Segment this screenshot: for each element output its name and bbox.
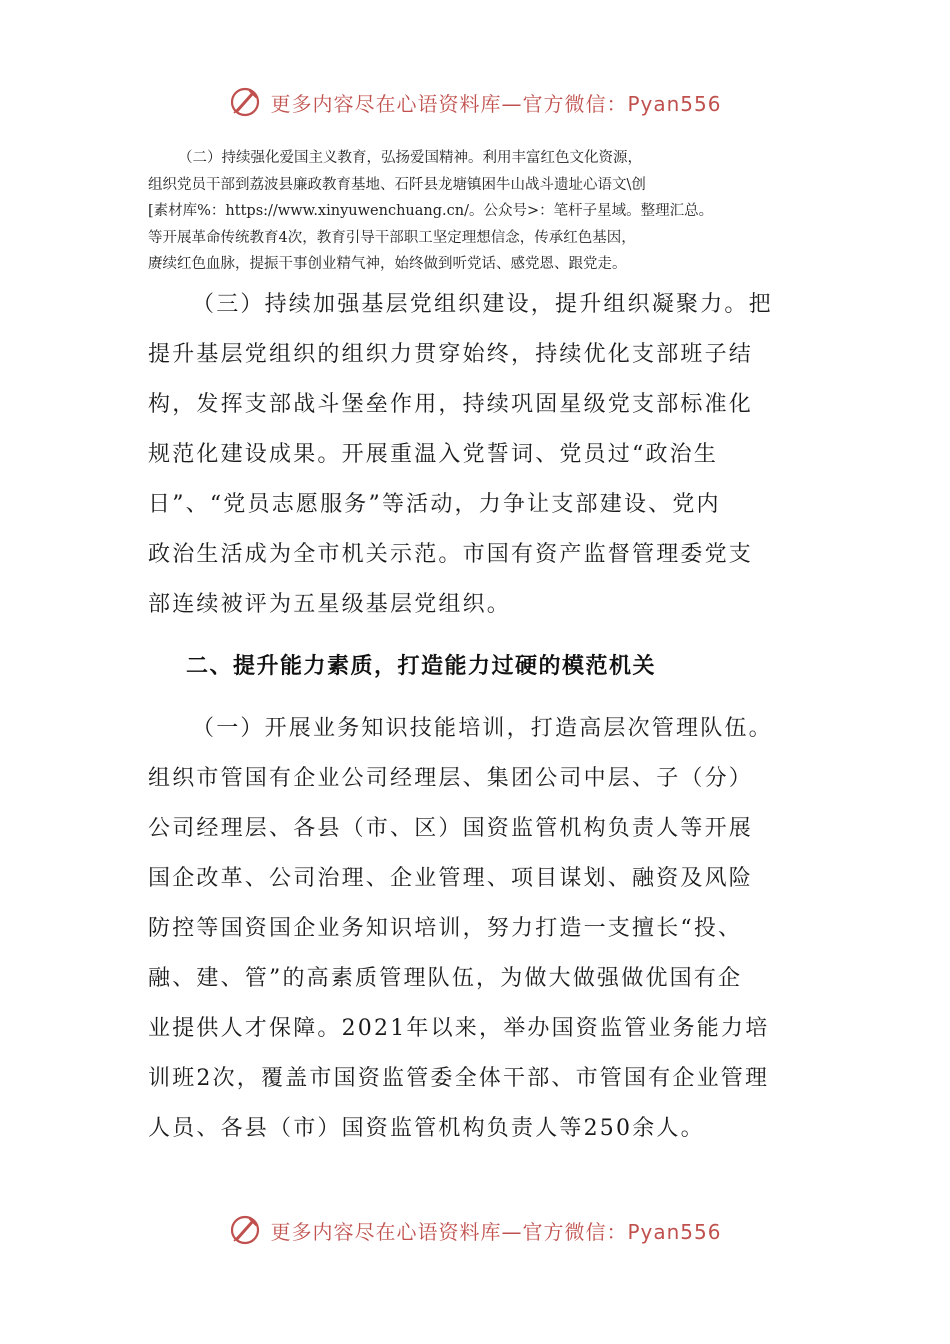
- paragraph-line: 组织市管国有企业公司经理层、集团公司中层、子（分）: [148, 766, 754, 791]
- paragraph-line: 业提供人才保障。2021年以来，举办国资监管业务能力培: [148, 1016, 770, 1041]
- paragraph-line: （一）开展业务知识技能培训，打造高层次管理队伍。: [192, 716, 773, 741]
- paragraph-line: 人员、各县（市）国资监管机构负责人等250余人。: [148, 1116, 705, 1141]
- header-banner: [0, 82, 950, 122]
- paragraph-line: 部连续被评为五星级基层党组织。: [148, 592, 512, 617]
- paragraph-line: 规范化建设成果。开展重温入党誓词、党员过“政治生: [148, 442, 719, 467]
- section-3-paragraph: [148, 280, 808, 630]
- paragraph-line: 公司经理层、各县（市、区）国资监管机构负责人等开展: [148, 816, 754, 841]
- banner-text: 更多内容尽在心语资料库—官方微信：Pyan556: [270, 91, 722, 116]
- paragraph-line: （二）持续强化爱国主义教育，弘扬爱国精神。利用丰富红色文化资源，: [178, 150, 642, 166]
- paragraph-line: （三）持续加强基层党组织建设，提升组织凝聚力。把: [192, 292, 773, 317]
- paragraph-line: 赓续红色血脉，提振干事创业精气神，始终做到听党话、感党恩、跟党走。: [148, 256, 627, 272]
- subsection-1-paragraph: [148, 704, 808, 1154]
- paragraph-line: 融、建、管”的高素质管理队伍，为做大做强做优国有企: [148, 966, 743, 991]
- paragraph-line: 日”、“党员志愿服务”等活动，力争让支部建设、党内: [148, 492, 721, 517]
- paragraph-line: 构，发挥支部战斗堡垒作用，持续巩固星级党支部标准化: [148, 392, 754, 417]
- paragraph-line: 防控等国资国企业务知识培训，努力打造一支擅长“投、: [148, 916, 743, 941]
- banner-text: 更多内容尽在心语资料库—官方微信：Pyan556: [270, 1219, 722, 1244]
- paragraph-line: 提升基层党组织的组织力贯穿始终，持续优化支部班子结: [148, 342, 754, 367]
- section-2-paragraph: [148, 145, 828, 278]
- section-heading: 二、提升能力素质，打造能力过硬的模范机关: [186, 654, 657, 679]
- paragraph-line: [素材库%：https://www.xinyuwenchuang.cn/。公众号>：笔杆子星域。整理汇总。: [148, 203, 714, 219]
- paragraph-line: 政治生活成为全市机关示范。市国有资产监督管理委党支: [148, 542, 754, 567]
- footer-banner: [0, 1210, 950, 1250]
- paragraph-line: 训班2次，覆盖市国资监管委全体干部、市管国有企业管理: [148, 1066, 770, 1091]
- pen-circle-logo-icon: [228, 1213, 262, 1247]
- pen-circle-logo-icon: [228, 85, 262, 119]
- paragraph-line: 组织党员干部到荔波县廉政教育基地、石阡县龙塘镇困牛山战斗遗址心语文\创: [148, 176, 646, 193]
- paragraph-line: 国企改革、公司治理、企业管理、项目谋划、融资及风险: [148, 866, 754, 891]
- paragraph-line: 等开展革命传统教育4次，教育引导干部职工坚定理想信念，传承红色基因，: [148, 229, 636, 246]
